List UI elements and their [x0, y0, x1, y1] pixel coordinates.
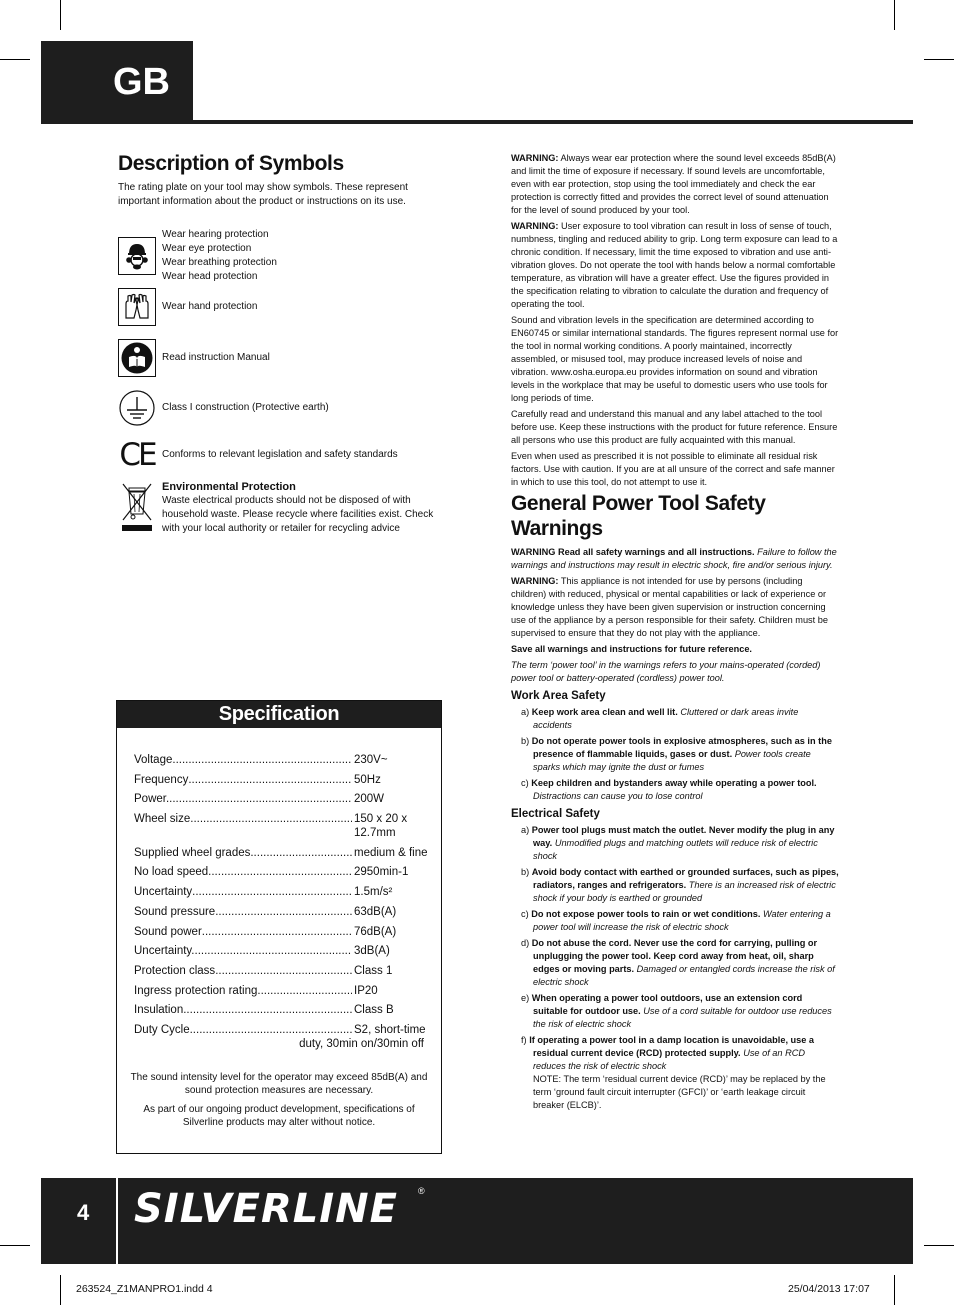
environment-text [162, 480, 448, 536]
right-column-warnings [511, 152, 839, 492]
list-item: a) Keep work area clean and well lit. Cluttered or dark areas invite accidents [521, 707, 799, 730]
footer-divider [116, 1178, 118, 1264]
spec-row [134, 846, 428, 860]
spec-label: Ingress protection rating [134, 984, 258, 997]
spec-note-development: As part of our ongoing product development, specifications of Silverline products may alter without notice. [143, 1104, 415, 1128]
symbols-title: Description of Symbols [118, 152, 344, 175]
file-slug: 263524_Z1MANPRO1.indd 4 [76, 1283, 213, 1295]
spec-label: Insulation [134, 1004, 184, 1017]
spec-label: Protection class [134, 964, 216, 977]
page-number: 4 [77, 1200, 90, 1225]
ce-mark-text: CE [119, 437, 155, 473]
spec-label: Sound pressure [134, 905, 216, 918]
spec-value: IP20 [354, 984, 378, 997]
spec-label: Power. [134, 793, 170, 806]
list-item: a) Power tool plugs must match the outlet. Never modify the plug in any way. Unmodified plugs and matching outlets will reduce risk of electric shock [521, 825, 835, 861]
silverline-logo [134, 1186, 398, 1232]
gloves-label: Wear hand protection [162, 301, 258, 312]
spec-value: 3dB(A) [354, 945, 390, 958]
crop-mark [0, 1245, 30, 1246]
ppe-label-breathing: Wear breathing protection [162, 257, 277, 268]
crop-mark [60, 0, 61, 30]
spec-label: Voltage [134, 754, 173, 766]
list-item: c) Do not expose power tools to rain or wet conditions. Water entering a power tool will increase the risk of electric shock [521, 909, 831, 932]
crop-mark [894, 0, 895, 30]
language-code: GB [113, 60, 170, 103]
spec-label: Sound power [134, 925, 202, 938]
save-instructions: Save all warnings and instructions for future reference. [511, 644, 752, 654]
spec-value: 150 x 20 x [354, 813, 408, 826]
spec-value: 50Hz [354, 773, 381, 786]
spec-row [134, 984, 424, 998]
crop-mark [0, 59, 30, 60]
class1-label: Class I construction (Protective earth) [162, 402, 329, 413]
ce-label: Conforms to relevant legislation and safety standards [162, 449, 398, 460]
symbol-ce [118, 436, 398, 474]
crop-mark [924, 1245, 954, 1246]
work-area-title: Work Area Safety [511, 690, 606, 702]
spec-value: 2950min-1 [354, 866, 409, 879]
spec-value: 200W [354, 793, 385, 806]
date-slug: 25/04/2013 17:07 [788, 1283, 870, 1295]
spec-label: Wheel size [134, 813, 191, 826]
brand-name: SILVERLINE [134, 1186, 398, 1232]
sound-vibration-info: Sound and vibration levels in the specification are determined according to EN60745 or similar international standards. The figures represent normal use for the tool in normal working conditions. A poorly maintained, incorrectly assembled, or misused tool, may produce increased levels of noise and vibration. www.osha.europa.eu provides information on sound and vibration levels in the workplace that may be useful to domestic users who use tools for long periods of time. [511, 315, 839, 403]
ce-mark-icon [118, 436, 156, 474]
warning-appliance: WARNING: This appliance is not intended for use by persons (including children) with reduced, physical or mental capabilities or lack of experience or knowledge unless they have been given supervision or instruction concerning use of the appliance by a person responsible for their safety. Children must be supervised to ensure that they do not play with the appliance. [511, 576, 828, 638]
symbol-class1 [118, 389, 329, 427]
spec-value: 76dB(A) [354, 925, 397, 938]
language-tab [41, 41, 193, 123]
gloves-icon [118, 288, 156, 326]
symbol-environment [118, 480, 448, 536]
electrical-safety-title: Electrical Safety [511, 808, 600, 820]
symbol-manual [118, 339, 270, 377]
spec-row [134, 865, 424, 879]
crop-mark [60, 1275, 61, 1305]
ppe-label-head: Wear head protection [162, 271, 258, 282]
spec-label: No load speed [134, 866, 209, 879]
spec-row [134, 773, 424, 787]
registered-mark: ® [418, 1186, 425, 1196]
list-item: e) When operating a power tool outdoors, use an extension cord suitable for outdoor use. Use of a cord suitable for outdoor use reduces the risk of electric shock [521, 993, 832, 1029]
spec-row [134, 964, 424, 978]
list-item: c) Keep children and bystanders away while operating a power tool. Distractions can cause you to lose control [521, 778, 817, 801]
symbol-ppe [118, 228, 277, 284]
specification-title: Specification [117, 701, 441, 728]
symbol-gloves [118, 288, 257, 326]
environment-title: Environmental Protection [162, 481, 296, 493]
general-safety-title: General Power Tool Safety Warnings [511, 492, 766, 540]
protective-earth-icon [118, 389, 156, 427]
spec-value-cont: duty, 30min on/30min off [299, 1037, 424, 1050]
read-manual-info: Carefully read and understand this manual and any label attached to the tool before use. Keep these instructions with the product for future reference. Ensure all persons who use this product are fully acquainted with this manual. [511, 409, 838, 445]
warning-read-all: WARNING Read all safety warnings and all instructions. Failure to follow the warnings and instructions may result in electric shock, fire and/or serious injury. [511, 547, 837, 570]
specification-panel [116, 700, 442, 1154]
residual-risk-info: Even when used as prescribed it is not possible to eliminate all residual risk factors. Use with caution. If you are at all unsure of the correct and safe manner in which to use this tool, do not attempt to use it. [511, 451, 835, 487]
rcd-note: NOTE: The term ‘residual current device (RCD)’ may be replaced by the term ‘ground fault circuit interrupter (GFCI)’ or ‘earth leakage circuit breaker (ELCB)’. [533, 1074, 826, 1110]
spec-label: Supplied wheel grades [134, 846, 251, 859]
warning-ear: WARNING: Always wear ear protection where the sound level exceeds 85dB(A) and limit the time of exposure if necessary. If sound levels are uncomfortable, even with ear protection, stop using the tool immediately and check the ear protection is correctly fitted and provides the correct level of sound attenuation for the level of sound produced by your tool. [511, 153, 836, 215]
spec-row [134, 753, 424, 767]
spec-label: Duty Cycle [134, 1023, 190, 1036]
spec-value: medium & fine [354, 846, 428, 859]
spec-note-sound: The sound intensity level for the operator may exceed 85dB(A) and sound protection measures are necessary. [130, 1072, 428, 1096]
spec-value: S2, short-time [354, 1023, 426, 1036]
spec-value: Class B [354, 1004, 394, 1017]
environment-body: Waste electrical products should not be disposed of with household waste. Please recycle where facilities exist. Check with your local authority or retailer for recycling advice [162, 495, 434, 534]
crop-mark [894, 1275, 895, 1305]
right-column-safety [511, 546, 839, 1115]
spec-label: Frequency [134, 773, 189, 786]
spec-label: Uncertainty. [134, 945, 195, 958]
specification-list [134, 753, 428, 1057]
ppe-icon [118, 237, 156, 275]
spec-row [134, 925, 424, 939]
list-item: f) If operating a power tool in a damp location is unavoidable, use a residual current device (RCD) protected supply. Use of an RCD reduces the risk of electric shock NOTE: The term ‘residual current device (RCD)’ may be replaced by the term ‘ground fault circuit interrupter (GFCI)’ or ‘earth leakage circuit breaker (ELCB)’. [511, 1034, 839, 1112]
manual-label: Read instruction Manual [162, 352, 270, 363]
spec-value-cont: 12.7mm [354, 827, 396, 840]
spec-row [134, 944, 424, 958]
ppe-label-hearing: Wear hearing protection [162, 229, 269, 240]
spec-row [134, 905, 424, 919]
manual-icon [118, 339, 156, 377]
spec-value: 230V~ [354, 754, 388, 766]
spec-row [134, 792, 424, 806]
power-tool-term: The term ‘power tool’ in the warnings refers to your mains-operated (corded) power tool or battery-operated (cordless) power tool. [511, 660, 821, 683]
list-item: b) Avoid body contact with earthed or grounded surfaces, such as pipes, radiators, ranges and refrigerators. There is an increased risk of electric shock if your body is earthed or grounded [521, 867, 839, 903]
spec-value: Class 1 [354, 964, 393, 977]
weee-bin-icon [118, 480, 156, 536]
crop-mark [924, 59, 954, 60]
list-item: d) Do not abuse the cord. Never use the cord for carrying, pulling or unplugging the power tool. Keep cord away from heat, oil, sharp edges or moving parts. Damaged or entangled cords increase the risk of electric shock [521, 938, 835, 987]
header-rule [41, 120, 913, 124]
spec-row [134, 1023, 424, 1051]
spec-row [134, 812, 424, 840]
warning-vibration: WARNING: User exposure to tool vibration can result in loss of sense of touch, numbness, tingling and reduced ability to grip. Long term exposure can lead to a chronic condition. If necessary, limit the time exposed to vibration and use anti-vibration gloves. Do not operate the tool with hands below a normal comfortable temperature, as vibration will have a greater effect. Use the figures provided in the specification relating to vibration to calculate the duration and frequency of operating the tool. [511, 221, 838, 309]
spec-value: 63dB(A) [354, 905, 397, 918]
footer-bar [41, 1178, 913, 1264]
ppe-label-eye: Wear eye protection [162, 243, 252, 254]
spec-row [134, 1003, 424, 1017]
spec-value: 1.5m/s² [354, 886, 393, 899]
ppe-labels [162, 228, 277, 284]
list-item: b) Do not operate power tools in explosive atmospheres, such as in the presence of flammable liquids, gases or dust. Power tools create sparks which may ignite the dust or fumes [521, 736, 832, 772]
spec-label: Uncertainty [134, 886, 193, 899]
symbols-intro: The rating plate on your tool may show symbols. These represent important information about the product or instructions on its use. [118, 182, 408, 207]
spec-row [134, 885, 424, 899]
